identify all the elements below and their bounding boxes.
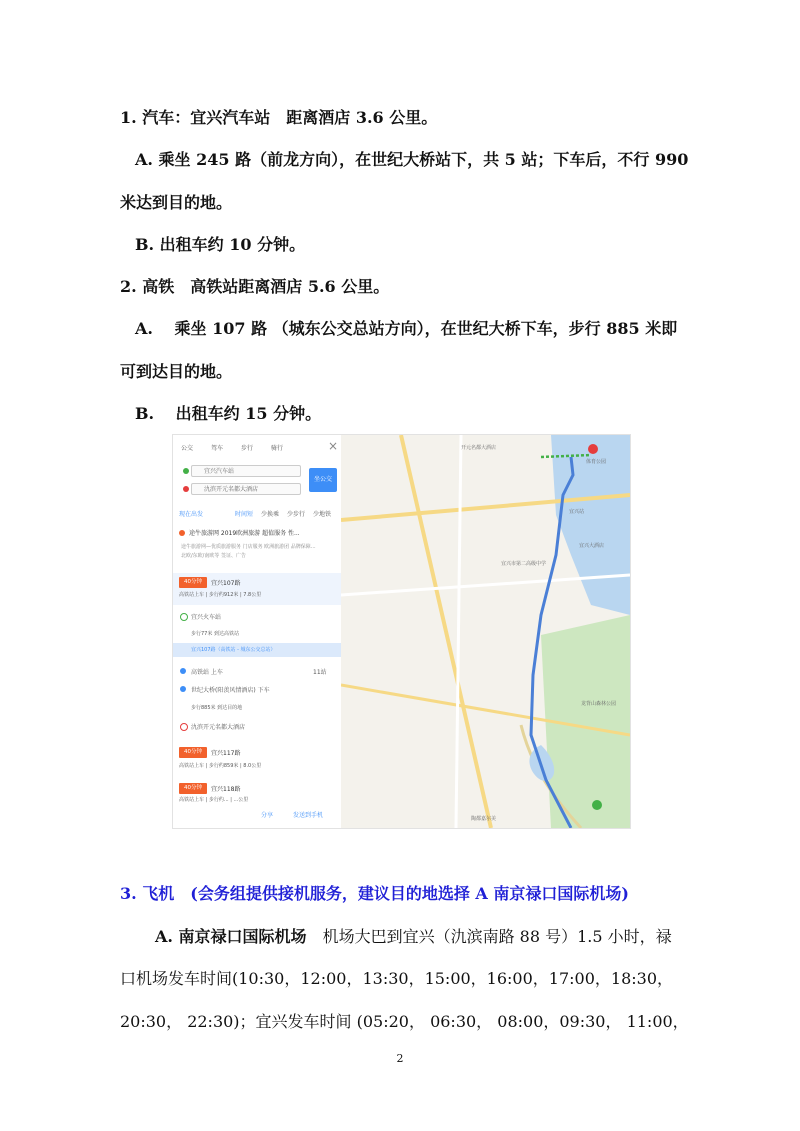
plane-heading: 3. 飞机 (会务组提供接机服务，建议目的地选择 A 南京禄口国际机场)	[120, 884, 629, 903]
send-to-phone-button[interactable]: 发送到手机	[293, 812, 324, 819]
route2-detail: 高铁站上车 | 步行约859米 | 8.0公里	[179, 763, 262, 769]
step-board: 高铁站 上车	[191, 669, 223, 676]
map-screenshot	[172, 434, 631, 829]
step-walk1: 步行77米 到达高铁站	[191, 631, 239, 637]
route1-name: 宜兴107路	[211, 580, 241, 587]
route2-name[interactable]: 宜兴117路	[211, 750, 241, 757]
tab-bike[interactable]: 骑行	[271, 445, 284, 452]
route1-detail: 高铁站上车 | 步行约912米 | 7.8公里	[179, 592, 262, 598]
ad-pin-icon	[179, 530, 185, 536]
step-end-icon	[180, 723, 188, 731]
filter-time[interactable]: 时间短	[235, 511, 254, 518]
route2-time-badge: 40分钟	[179, 747, 207, 758]
step-alight-icon	[180, 686, 186, 692]
map-view[interactable]	[341, 435, 630, 828]
step-board-icon	[180, 668, 186, 674]
map-label-park2: 龙背山森林公园	[581, 701, 617, 707]
step-alight: 世纪大桥(阳羡风情酒店) 下车	[191, 687, 270, 694]
plane-line3: 20:30， 22:30)；宜兴发车时间 (05:20， 06:30， 08:00，09:30， 11:00，	[120, 1012, 689, 1031]
step-start-icon	[180, 613, 188, 621]
share-button[interactable]: 分享	[261, 812, 274, 819]
end-dot-icon	[183, 486, 189, 492]
rail-option-a-line2: 可到达目的地。	[120, 362, 233, 381]
filter-depart[interactable]: 现在出发	[179, 511, 204, 518]
map-label-station: 宜兴站	[569, 509, 585, 515]
plane-line2: 口机场发车时间(10:30，12:00，13:30，15:00，16:00，17:00，18:30，	[120, 969, 674, 988]
map-label-school: 宜兴市第二高级中学	[501, 561, 547, 567]
route1-time-badge: 40分钟	[179, 577, 207, 588]
step-bus: 宜兴107路（高铁站 - 城东公交总站）	[191, 647, 276, 653]
map-label-hotel2: 宜兴大酒店	[579, 543, 605, 549]
car-option-b: B. 出租车约 10 分钟。	[135, 235, 306, 254]
to-input[interactable]: 氿滨开元名都大酒店	[191, 483, 301, 495]
step-end: 氿滨开元名都大酒店	[191, 724, 246, 731]
close-icon[interactable]: ×	[328, 439, 339, 453]
origin-pin-icon	[592, 800, 602, 810]
plane-line1	[155, 927, 672, 947]
step-stops: 11站	[313, 669, 327, 676]
route-panel	[173, 435, 344, 828]
destination-pin-icon	[588, 444, 598, 454]
map-label-hotel: 开元名都大酒店	[461, 445, 497, 451]
ad-line2: 北欧/东欧/南欧等 签证、广告	[181, 553, 246, 559]
page-number: 2	[396, 1052, 404, 1065]
car-option-a-line1: A. 乘坐 245 路（前龙方向），在世纪大桥站下，共 5 站；下车后，不行 990	[135, 150, 689, 169]
route3-detail: 高铁站上车 | 步行约... | ...公里	[179, 797, 249, 803]
rail-option-a-line1: A. 乘坐 107 路 （城东公交总站方向），在世纪大桥下车，步行 885 米即	[135, 319, 678, 338]
step-start: 宜兴火车站	[191, 614, 222, 621]
search-bus-button[interactable]: 坐公交	[309, 468, 337, 492]
tab-bus[interactable]: 公交	[181, 445, 194, 452]
ad-title[interactable]: 途牛旅游网 2019欧洲旅游 超值服务 性...	[189, 530, 300, 537]
car-heading: 1. 汽车：宜兴汽车站 距离酒店 3.6 公里。	[120, 108, 438, 127]
tab-drive[interactable]: 驾车	[211, 445, 224, 452]
rail-heading: 2. 高铁 高铁站距离酒店 5.6 公里。	[120, 277, 390, 296]
filter-metro[interactable]: 少地铁	[313, 511, 332, 518]
plane-airport-label: A. 南京禄口国际机场	[155, 927, 307, 946]
filter-transfer[interactable]: 少换乘	[261, 511, 280, 518]
ad-line1: 途牛旅游网—优质旅游服务 门店服务 欧洲旅游团 品牌保障...	[181, 544, 316, 550]
route3-time-badge: 40分钟	[179, 783, 207, 794]
plane-line1-rest: 机场大巴到宜兴（氿滨南路 88 号）1.5 小时，禄	[306, 927, 672, 946]
start-dot-icon	[183, 468, 189, 474]
map-label-park1: 体育公园	[586, 459, 607, 465]
rail-option-b: B. 出租车约 15 分钟。	[135, 404, 322, 423]
filter-walk[interactable]: 少步行	[287, 511, 306, 518]
route3-name[interactable]: 宜兴118路	[211, 786, 241, 793]
from-input[interactable]: 宜兴汽车站	[191, 465, 301, 477]
map-label-area1: 陶都嘉尔美	[471, 816, 497, 822]
tab-walk[interactable]: 步行	[241, 445, 254, 452]
car-option-a-line2: 米达到目的地。	[120, 193, 233, 212]
step-walk2: 步行885米 到达目的地	[191, 705, 243, 711]
